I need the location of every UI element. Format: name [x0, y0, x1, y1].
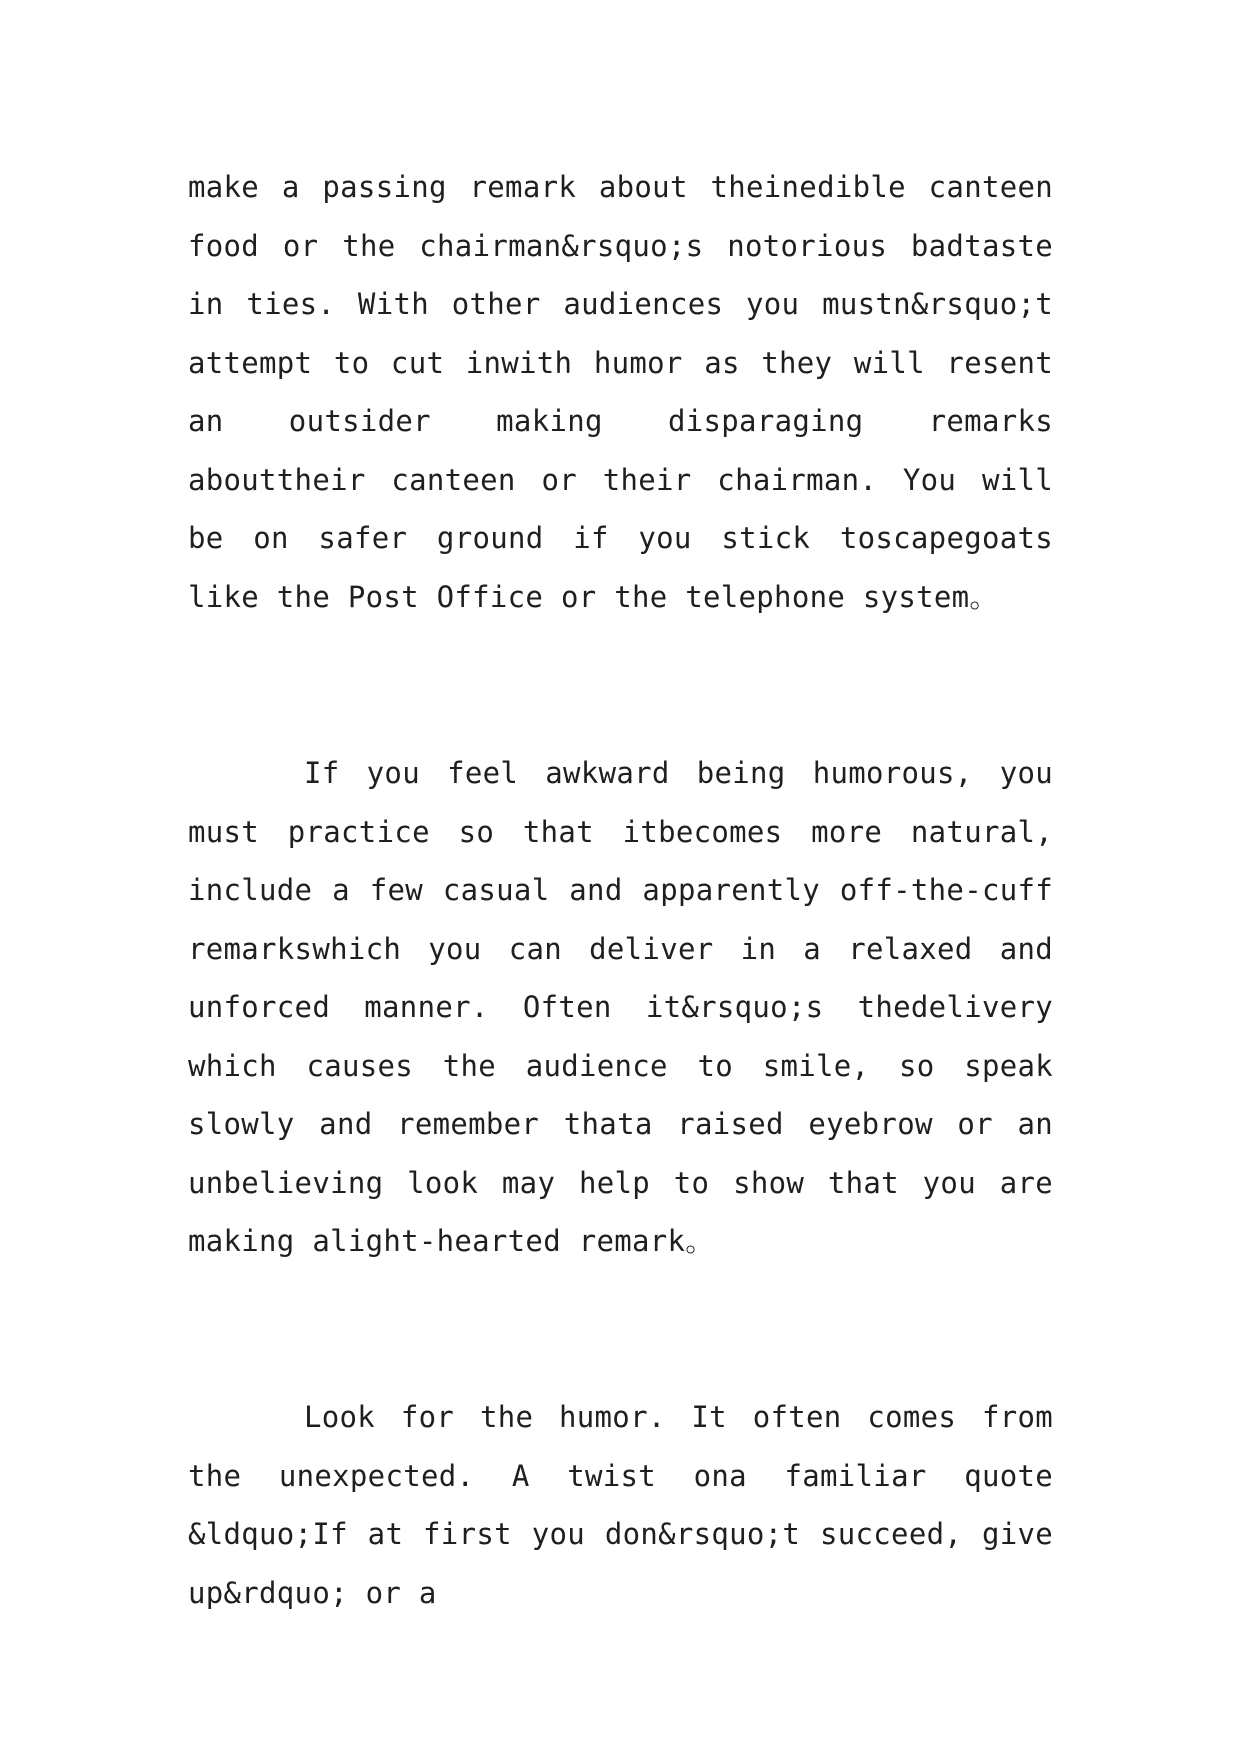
- paragraph-look-for-humor: [188, 1388, 1053, 1622]
- paragraph-continuation: [188, 158, 1053, 626]
- paragraph-humor-practice: [188, 744, 1053, 1271]
- paragraph-text: If you feel awkward being humorous, you must practice so that itbecomes more natural, include a few casual and apparently off-the-cuff remarkswhich you can deliver in a relaxed and unforced manner. Often it&rsquo;s thedelivery which causes the audience to smile, so speak slowly and remember thata raised eyebrow or an unbelieving look may help to show that you are making alight-hearted remark。: [188, 756, 1053, 1258]
- paragraph-text: Look for the humor. It often comes from the unexpected. A twist ona familiar quote &ldquo;If at first you don&rsquo;t succeed, give up&rdquo; or a: [188, 1400, 1053, 1610]
- paragraph-text: make a passing remark about theinedible canteen food or the chairman&rsquo;s notorious badtaste in ties. With other audiences you mustn&rsquo;t attempt to cut inwith humor as they will resent an outsider making disparaging remarks abouttheir canteen or their chairman. You will be on safer ground if you stick toscapegoats like the Post Office or the telephone system。: [188, 170, 1053, 614]
